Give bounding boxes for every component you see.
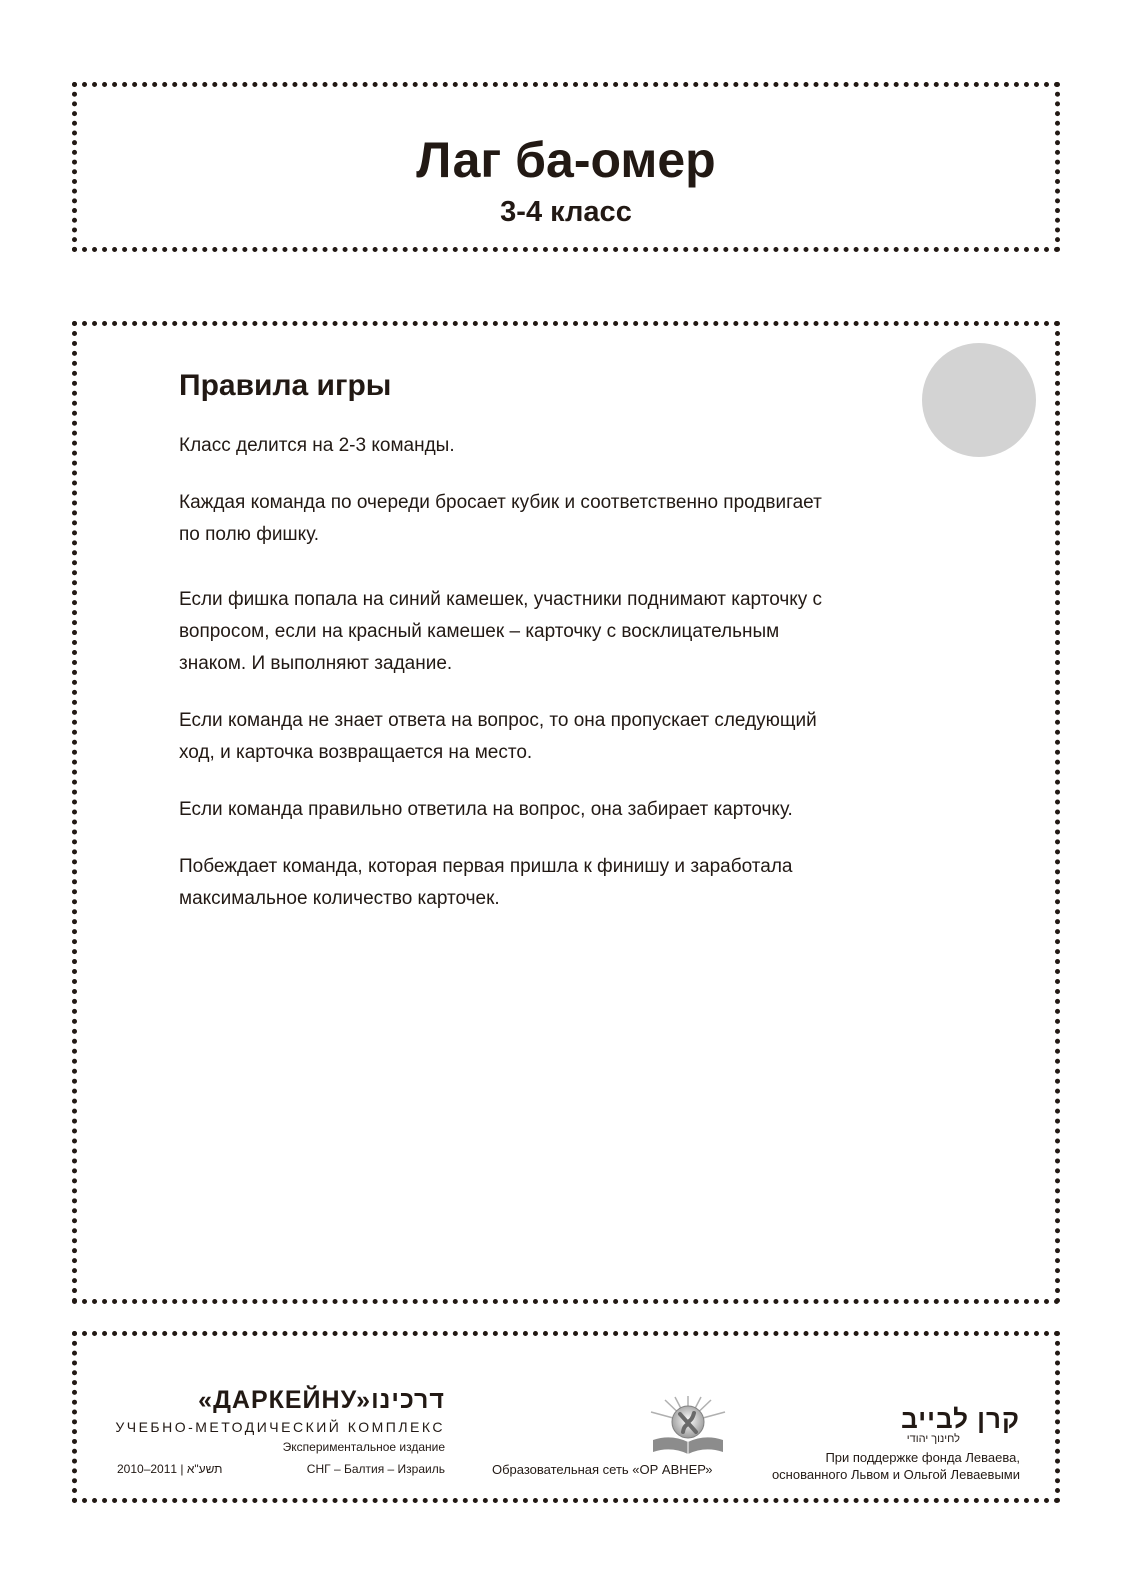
rule-paragraph: Класс делится на 2-3 команды. (179, 435, 455, 456)
rule-paragraph: Побеждает команда, которая первая пришла к финишу и заработала максимальное количество карточек. (179, 856, 793, 909)
edition-caption: Экспериментальное издание (282, 1440, 445, 1454)
rule-paragraph: Если команда не знает ответа на вопрос, то она пропускает следующий ход, и карточка возвращается на место. (179, 710, 817, 763)
fund-tagline: לחינוך יהודי (906, 1433, 960, 1445)
brand-logo-text: «ДАРКЕЙНУ»דרכינו (198, 1386, 445, 1414)
rules-heading: Правила игры (179, 369, 392, 402)
title-box (72, 82, 1060, 252)
gray-circle-decoration (922, 343, 1036, 457)
rules-text (179, 430, 839, 940)
fund-logo-text: קרן לבייב (901, 1404, 1020, 1434)
rule-paragraph: Если фишка попала на синий камешек, участники поднимают карточку с вопросом, если на красный камешек – карточку с восклицательным знаком. И выполняют задание. (179, 589, 823, 674)
page-title: Лаг ба-омер (416, 132, 716, 188)
fund-founders-line: основанного Львом и Ольгой Леваевыми (771, 1467, 1020, 1482)
region-caption: СНГ – Балтия – Израиль (306, 1462, 445, 1476)
network-caption: Образовательная сеть «ОР АВНЕР» (492, 1462, 713, 1477)
years-caption: 2010–2011 | תשע"א (117, 1462, 223, 1476)
or-avner-logo-icon (643, 1396, 733, 1458)
fund-support-line: При поддержке фонда Леваева, (825, 1450, 1020, 1465)
page-subtitle: 3-4 класс (500, 196, 632, 228)
complex-caption: УЧЕБНО-МЕТОДИЧЕСКИЙ КОМПЛЕКС (115, 1419, 445, 1435)
rule-paragraph: Если команда правильно ответила на вопрос, она забирает карточку. (179, 799, 793, 820)
footer-box (72, 1331, 1060, 1503)
rules-box (72, 321, 1060, 1304)
rule-paragraph: Каждая команда по очереди бросает кубик и соответственно продвигает по полю фишку. (179, 492, 822, 545)
